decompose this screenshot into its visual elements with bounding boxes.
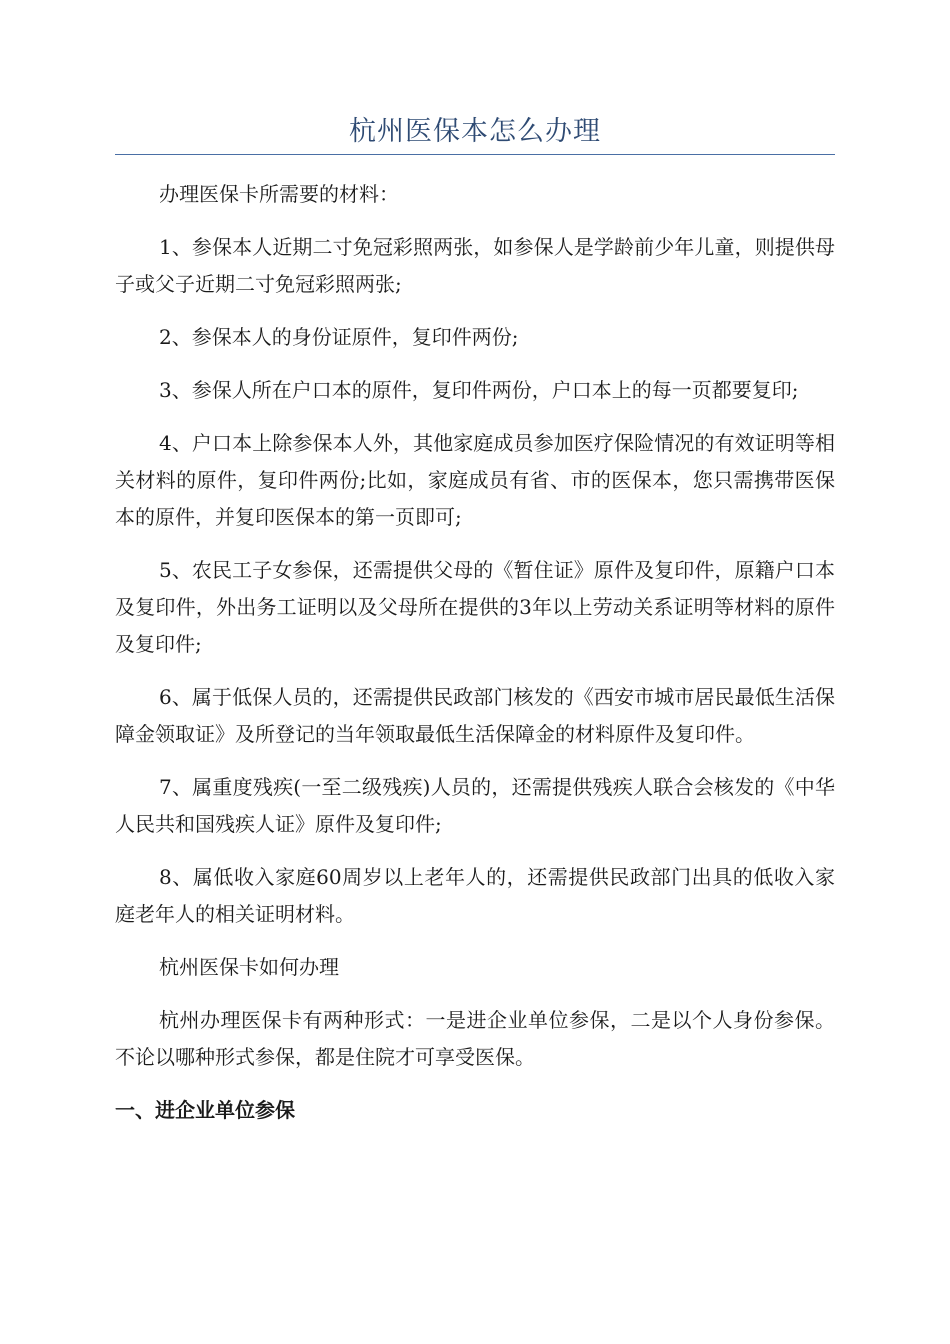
document-title: 杭州医保本怎么办理: [349, 116, 601, 147]
document-body: [115, 176, 835, 1129]
paragraph-item-2: 2、参保本人的身份证原件，复印件两份;: [159, 325, 519, 349]
document-page: [115, 0, 835, 1344]
paragraph-materials-intro: 办理医保卡所需要的材料：: [159, 182, 399, 206]
paragraph-item-7: 7、属重度残疾(一至二级残疾)人员的，还需提供残疾人联合会核发的《中华人民共和国残疾人证》原件及复印件;: [115, 775, 835, 836]
paragraph-two-forms: 杭州办理医保卡有两种形式：一是进企业单位参保，二是以个人身份参保。不论以哪种形式参保，都是住院才可享受医保。: [115, 1008, 835, 1069]
paragraph-item-5: 5、农民工子女参保，还需提供父母的《暂住证》原件及复印件，原籍户口本及复印件，外出务工证明以及父母所在提供的3年以上劳动关系证明等材料的原件及复印件;: [115, 558, 835, 656]
section-heading-1: 一、进企业单位参保: [115, 1098, 295, 1122]
paragraph-item-3: 3、参保人所在户口本的原件，复印件两份，户口本上的每一页都要复印;: [159, 378, 799, 402]
paragraph-item-4: 4、户口本上除参保本人外，其他家庭成员参加医疗保险情况的有效证明等相关材料的原件，复印件两份;比如，家庭成员有省、市的医保本，您只需携带医保本的原件，并复印医保本的第一页即可;: [115, 431, 835, 529]
title-underline: [115, 154, 835, 155]
paragraph-item-1: 1、参保本人近期二寸免冠彩照两张，如参保人是学龄前少年儿童，则提供母子或父子近期二寸免冠彩照两张;: [115, 235, 835, 296]
paragraph-how-to-apply: 杭州医保卡如何办理: [159, 955, 339, 979]
paragraph-item-6: 6、属于低保人员的，还需提供民政部门核发的《西安市城市居民最低生活保障金领取证》及所登记的当年领取最低生活保障金的材料原件及复印件。: [115, 685, 835, 746]
paragraph-item-8: 8、属低收入家庭60周岁以上老年人的，还需提供民政部门出具的低收入家庭老年人的相关证明材料。: [115, 865, 835, 926]
